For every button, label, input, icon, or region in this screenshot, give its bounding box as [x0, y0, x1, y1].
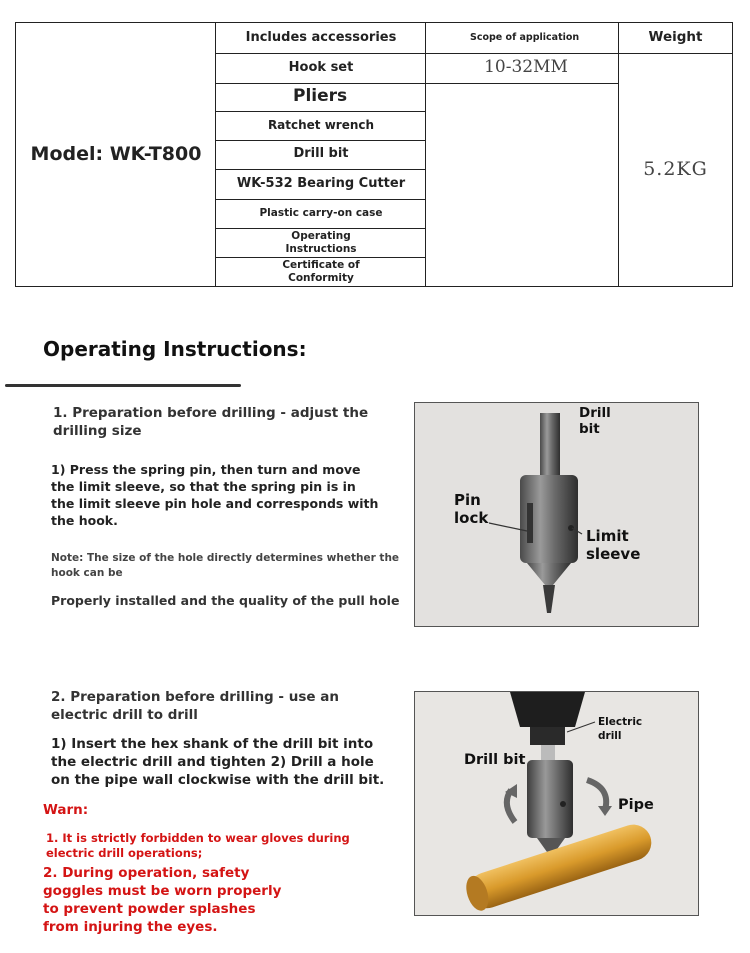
accessory-bearing-cutter: WK-532 Bearing Cutter	[236, 175, 406, 191]
electric-drill-photo	[414, 691, 699, 916]
step2-title: 2. Preparation before drilling - use an electric drill to drill	[51, 689, 339, 723]
limit-sleeve-photo	[414, 402, 699, 627]
accessory-drill-bit: Drill bit	[293, 146, 349, 162]
label-drill-bit-2: Drill bit	[464, 752, 526, 768]
scope-value: 10-32MM	[484, 57, 568, 78]
section-title: Operating Instructions:	[43, 337, 307, 361]
step1-title: 1. Preparation before drilling - adjust the drilling size	[53, 405, 369, 439]
accessory-hook-set: Hook set	[288, 59, 354, 75]
model-name: Model: WK-T800	[30, 142, 202, 165]
step1-note-continued: Properly installed and the quality of the pull hole	[51, 593, 400, 608]
includes-header: Includes accessories	[245, 29, 397, 45]
step1-note: Note: The size of the hole directly determines whether the hook can be	[51, 552, 400, 579]
label-electric-drill: Electric drill	[598, 716, 643, 742]
scope-header: Scope of application	[470, 31, 580, 43]
step2-instruction: 1) Insert the hex shank of the drill bit into the electric drill and tighten 2) Drill a hole on the pipe wall clockwise with the drill bit.	[51, 736, 385, 788]
accessory-certificate: Certificate of Conformity	[282, 259, 360, 284]
label-pin-lock: Pin lock	[454, 491, 489, 527]
accessory-ratchet-wrench: Ratchet wrench	[267, 117, 375, 132]
label-drill-bit: Drill bit	[579, 405, 611, 438]
spec-table	[15, 22, 733, 287]
weight-header: Weight	[648, 29, 703, 46]
warning-goggles: 2. During operation, safety goggles must be worn properly to prevent powder splashes from injuring the eyes.	[43, 865, 282, 935]
section-divider	[5, 384, 241, 387]
accessory-pliers: Pliers	[293, 86, 348, 107]
label-limit-sleeve: Limit sleeve	[586, 527, 641, 563]
weight-value: 5.2KG	[643, 157, 708, 180]
accessory-carry-case: Plastic carry-on case	[259, 207, 383, 220]
warn-label: Warn:	[43, 802, 89, 818]
label-pipe: Pipe	[618, 797, 654, 813]
warning-gloves: 1. It is strictly forbidden to wear gloves during electric drill operations;	[46, 831, 350, 860]
step1-instruction: 1) Press the spring pin, then turn and move the limit sleeve, so that the spring pin is in the limit sleeve pin hole and corresponds with the hook.	[51, 462, 379, 528]
accessory-operating-instructions: Operating Instructions	[285, 230, 357, 255]
